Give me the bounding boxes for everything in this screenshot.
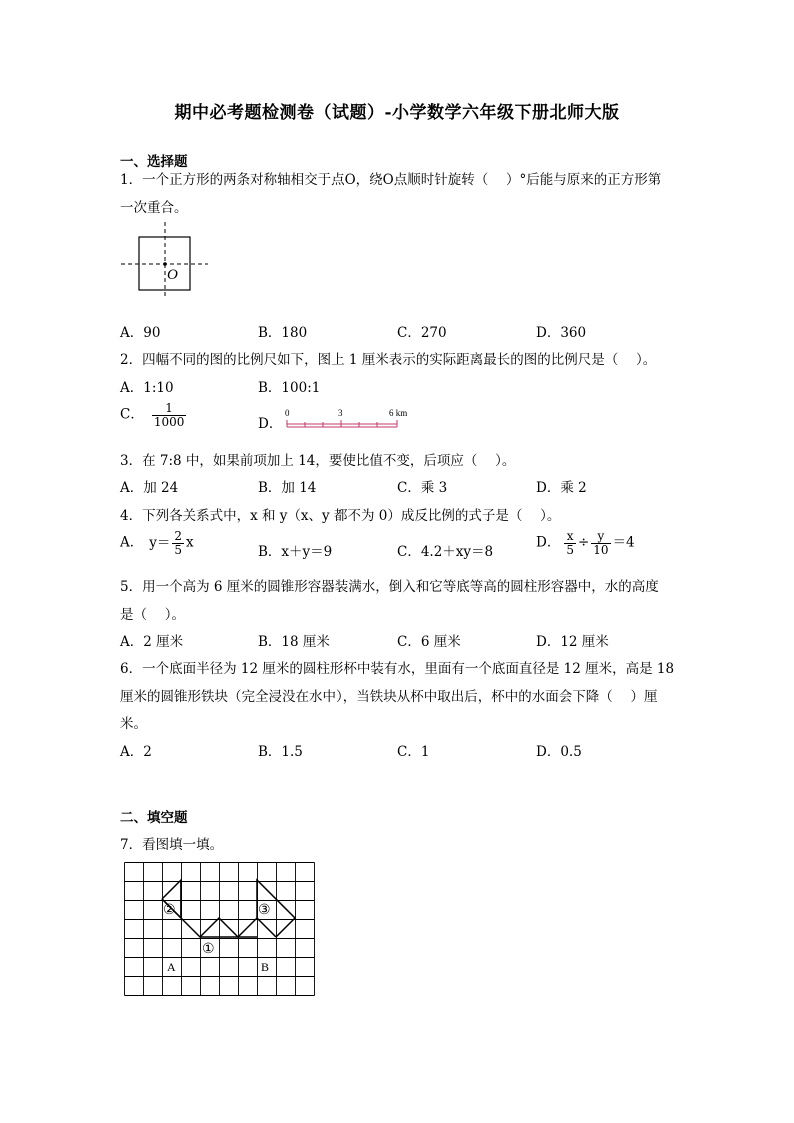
q4-option-a-rhs: x: [186, 534, 194, 551]
q2-option-d[interactable]: [258, 412, 282, 432]
scale-label-6km: 6 km: [389, 408, 408, 418]
q5-text-line1: 5．用一个高为 6 厘米的圆锥形容器装满水，倒入和它等底等高的圆柱形容器中，水的高度: [120, 579, 659, 595]
fraction-numerator: 1: [152, 402, 187, 416]
page-title: 期中必考题检测卷（试题）-小学数学六年级下册北师大版: [174, 103, 620, 123]
q3-option-b[interactable]: B．加 14: [258, 480, 317, 496]
q1-option-c[interactable]: C．270: [397, 325, 447, 341]
shape-label-2: ②: [163, 903, 176, 918]
q2-text: 2．四幅不同的图的比例尺如下，图上 1 厘米表示的实际距离最长的图的比例尺是（ ）。: [120, 352, 657, 368]
q4-option-d-operator: ÷: [577, 534, 590, 551]
fraction-denominator: 5: [174, 542, 183, 557]
q4-option-d-fraction2: [591, 530, 610, 556]
q5-option-a[interactable]: A．2 厘米: [120, 634, 184, 650]
q6-option-b[interactable]: B．1.5: [258, 744, 303, 760]
q4-option-d[interactable]: [536, 530, 635, 556]
fraction-denominator: 10: [593, 542, 609, 557]
grid-lines: [125, 863, 315, 996]
q6-option-d[interactable]: D．0.5: [536, 744, 582, 760]
q1-square-figure: [118, 222, 214, 296]
q3-text: 3．在 7:8 中，如果前项加上 14，要使比值不变，后项应（ ）。: [120, 453, 516, 469]
q2-option-b[interactable]: B．100:1: [258, 380, 321, 396]
scale-label-3: 3: [338, 408, 343, 418]
q6-option-a[interactable]: A．2: [120, 744, 152, 760]
q4-text: 4．下列各关系式中，x 和 y（x、y 都不为 0）成反比例的式子是（ ）。: [120, 508, 561, 524]
q1-text-line2: 一次重合。: [120, 200, 188, 216]
q1-option-a[interactable]: A．90: [120, 325, 161, 341]
q3-option-a[interactable]: A．加 24: [120, 480, 179, 496]
q6-text-line1: 6．一个底面半径为 12 厘米的圆柱形杯中装有水，里面有一个底面直径是 12 厘米，高是 18: [120, 661, 675, 677]
q4-option-d-rhs: ＝4: [612, 534, 635, 551]
q4-option-d-fraction1: [564, 530, 576, 556]
q2-option-a[interactable]: A．1:10: [120, 380, 174, 396]
fraction-numerator: x: [564, 530, 576, 544]
q6-text-line3: 米。: [120, 716, 147, 732]
q5-option-c[interactable]: C．6 厘米: [397, 634, 461, 650]
q4-option-b[interactable]: B．x＋y＝9: [258, 544, 333, 560]
q6-option-c[interactable]: C．1: [397, 744, 430, 760]
fraction-denominator: 5: [566, 542, 574, 557]
shape-label-3: ③: [258, 903, 271, 918]
q2-option-c-prefix: C．: [120, 406, 144, 423]
scale-label-0: 0: [285, 408, 290, 418]
q2-scale-bar: [282, 406, 412, 432]
section-fill-heading: 二、填空题: [120, 810, 188, 826]
q2-option-c[interactable]: [120, 402, 188, 428]
point-a-label: A: [167, 960, 176, 974]
fraction-numerator: 2: [174, 529, 183, 543]
fraction-denominator: 1000: [153, 414, 185, 429]
q4-option-a[interactable]: [120, 530, 194, 556]
q4-option-a-lhs: y＝: [149, 534, 171, 551]
q1-text-line1: 1．一个正方形的两条对称轴相交于点O，绕O点顺时针旋转（ ）°后能与原来的正方形第: [120, 172, 662, 188]
q4-option-c[interactable]: C．4.2＋xy＝8: [397, 544, 494, 560]
q4-option-a-prefix: A．: [120, 534, 144, 551]
point-b-label: B: [261, 960, 270, 974]
center-point: [163, 262, 167, 266]
q2-option-c-fraction: [152, 402, 187, 428]
q6-text-line2: 厘米的圆锥形铁块（完全浸没在水中），当铁块从杯中取出后，杯中的水面会下降（ ）厘: [120, 689, 658, 705]
fraction-numerator: y: [591, 530, 610, 544]
q7-grid-figure: [124, 862, 316, 1000]
point-o-label: O: [167, 267, 178, 283]
section-choice-heading: 一、选择题: [120, 154, 188, 170]
scale-line: [287, 420, 397, 427]
q1-option-d[interactable]: D．360: [536, 325, 587, 341]
q3-option-c[interactable]: C．乘 3: [397, 480, 448, 496]
shape-1-outline: [181, 918, 276, 937]
q5-option-d[interactable]: D．12 厘米: [536, 634, 609, 650]
shape-label-1: ①: [202, 942, 215, 957]
q3-option-d[interactable]: D．乘 2: [536, 480, 587, 496]
q4-option-a-fraction: [172, 530, 184, 556]
q4-option-d-prefix: D．: [536, 534, 561, 551]
q1-option-b[interactable]: B．180: [258, 325, 308, 341]
q7-text: 7．看图填一填。: [120, 837, 224, 853]
q5-option-b[interactable]: B．18 厘米: [258, 634, 330, 650]
q5-text-line2: 是（ ）。: [120, 607, 186, 623]
q2-option-d-prefix: D．: [258, 416, 283, 432]
